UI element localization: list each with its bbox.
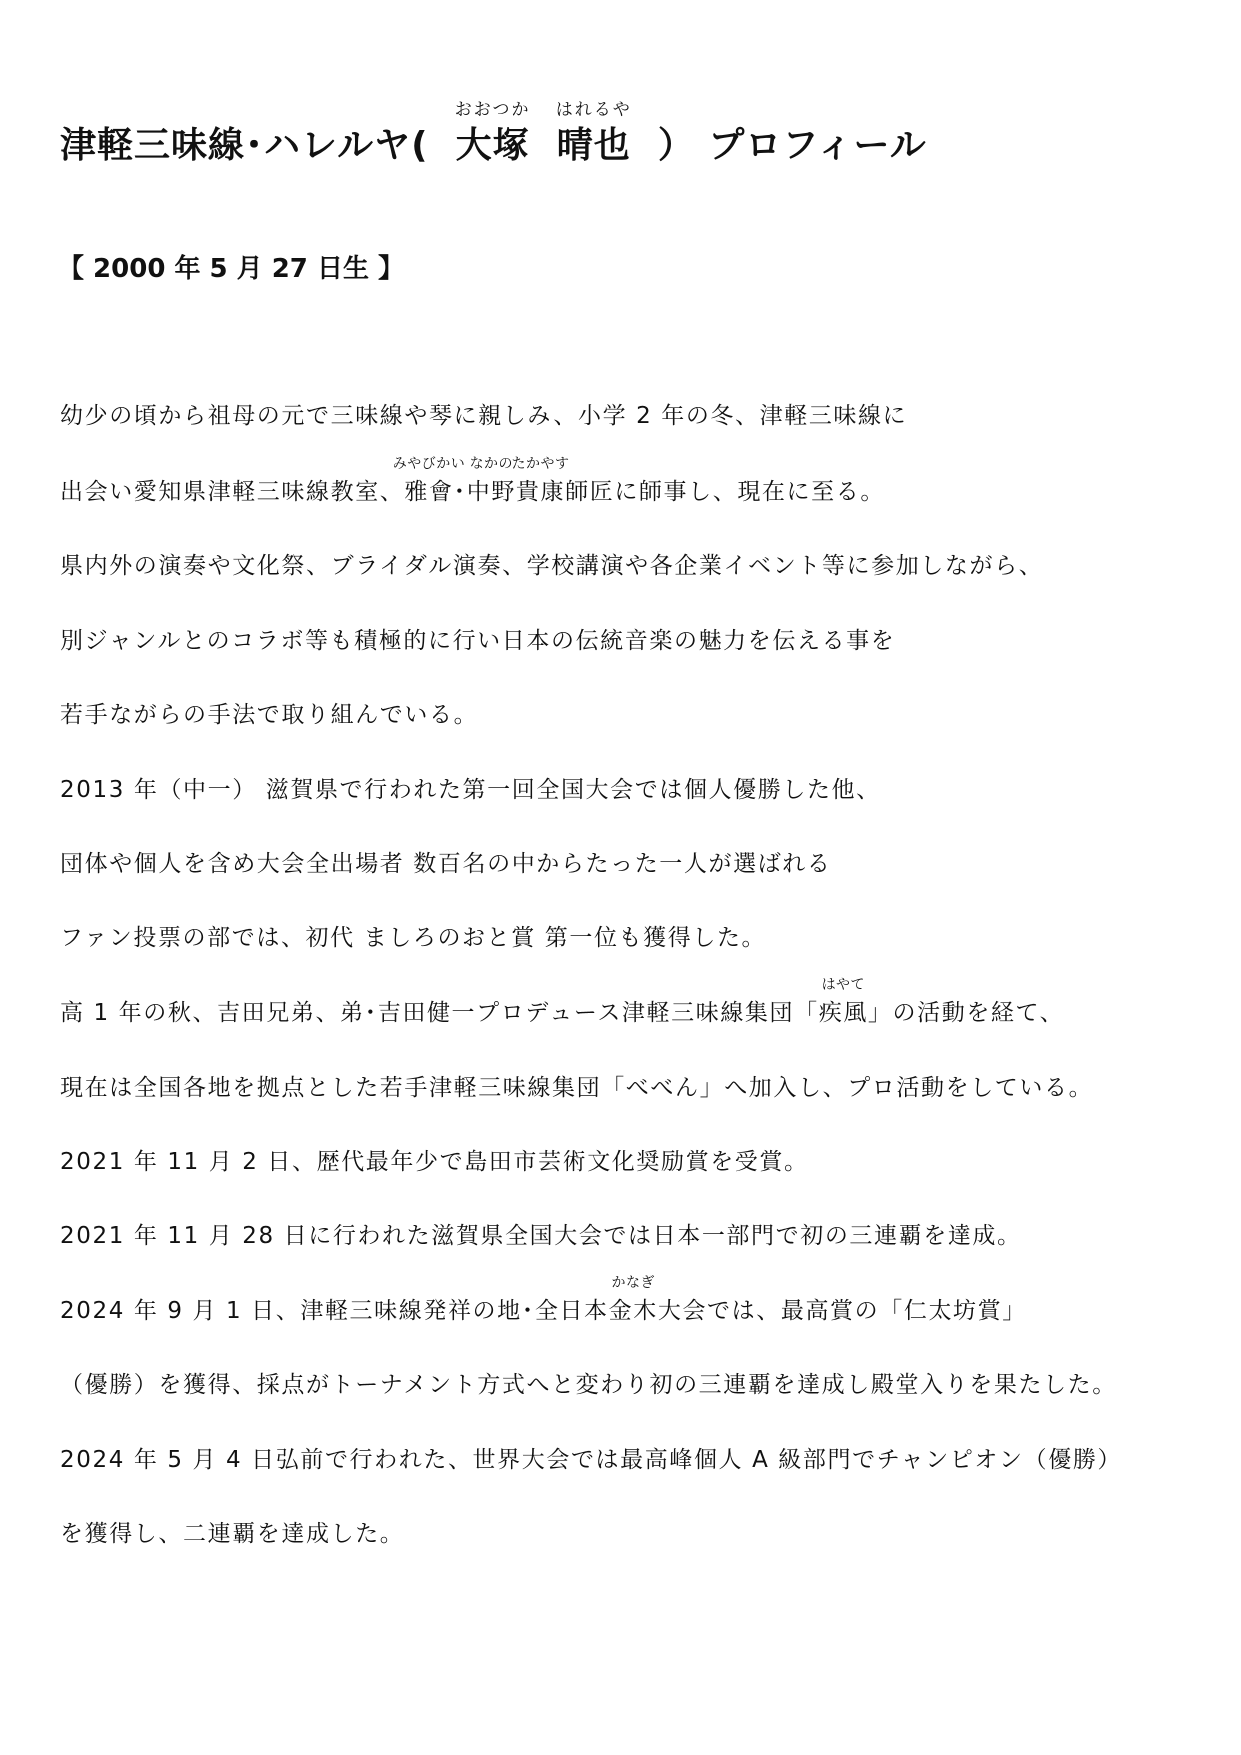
profile-line-7: 団体や個人を含め大会全出場者 数百名の中からたった一人が選ばれる <box>60 851 832 877</box>
name-family: おおつか 大塚 <box>454 100 531 166</box>
title-suffix: ） プロフィール <box>657 125 927 166</box>
ruby-nakano: なかの 中野 <box>466 456 516 505</box>
profile-line-15: 2024 年 5 月 4 日弘前で行われた、世界大会では最高峰個人 A 級部門でチャンピオン（優勝） <box>60 1447 1123 1473</box>
profile-line-6: 2013 年（中一） 滋賀県で行われた第一回全国大会では個人優勝した他、 <box>60 777 881 803</box>
profile-line-2: 出会い愛知県津軽三味線教室、 みやびかい 雅會･ なかの 中野 たかやす 貴康師匠に師事し、現在に至る。 <box>60 456 885 505</box>
profile-line-11: 2021 年 11 月 2 日、歴代最年少で島田市芸術文化奨励賞を受賞。 <box>60 1149 809 1175</box>
ruby-kanagi: かなぎ 金木 <box>608 1275 658 1324</box>
page-title <box>60 100 927 166</box>
name-given: はれるや 晴也 <box>555 100 632 166</box>
name-given-reading: はれるや <box>555 100 632 120</box>
profile-line-9: 高 1 年の秋、吉田兄弟、弟･吉田健一プロデュース津軽三味線集団「 はやて 疾風」の活動を経て、 <box>60 977 1065 1026</box>
name-family-reading: おおつか <box>454 100 531 120</box>
profile-line-10: 現在は全国各地を拠点とした若手津軽三味線集団「べべん」へ加入し、プロ活動をしている。 <box>60 1075 1094 1101</box>
profile-line-16: を獲得し、二連覇を達成した。 <box>60 1521 405 1547</box>
profile-line-5: 若手ながらの手法で取り組んでいる。 <box>60 702 479 728</box>
profile-line-8: ファン投票の部では、初代 ましろのおと賞 第一位も獲得した。 <box>60 925 767 951</box>
profile-line-3: 県内外の演奏や文化祭、ブライダル演奏、学校講演や各企業イベント等に参加しながら、 <box>60 553 1044 579</box>
profile-line-1: 幼少の頃から祖母の元で三味線や琴に親しみ、小学 2 年の冬、津軽三味線に <box>60 403 908 429</box>
title-prefix: 津軽三味線･ハレルヤ( <box>60 125 429 166</box>
birth-date: 【 2000 年 5 月 27 日生 】 <box>58 254 404 284</box>
ruby-hayate: はやて 疾風 <box>818 977 868 1026</box>
ruby-miyabikai: みやびかい 雅會 <box>392 456 466 505</box>
profile-line-13: 2024 年 9 月 1 日、津軽三味線発祥の地･全日本 かなぎ 金木大会では、最高賞の「仁太坊賞」 <box>60 1275 1027 1324</box>
profile-line-4: 別ジャンルとのコラボ等も積極的に行い日本の伝統音楽の魅力を伝える事を <box>60 628 896 654</box>
profile-line-12: 2021 年 11 月 28 日に行われた滋賀県全国大会では日本一部門で初の三連覇を達成。 <box>60 1223 1022 1249</box>
ruby-takayasu: たかやす 貴康 <box>511 456 570 505</box>
profile-line-14: （優勝）を獲得、採点がトーナメント方式へと変わり初の三連覇を達成し殿堂入りを果たした。 <box>60 1372 1117 1398</box>
